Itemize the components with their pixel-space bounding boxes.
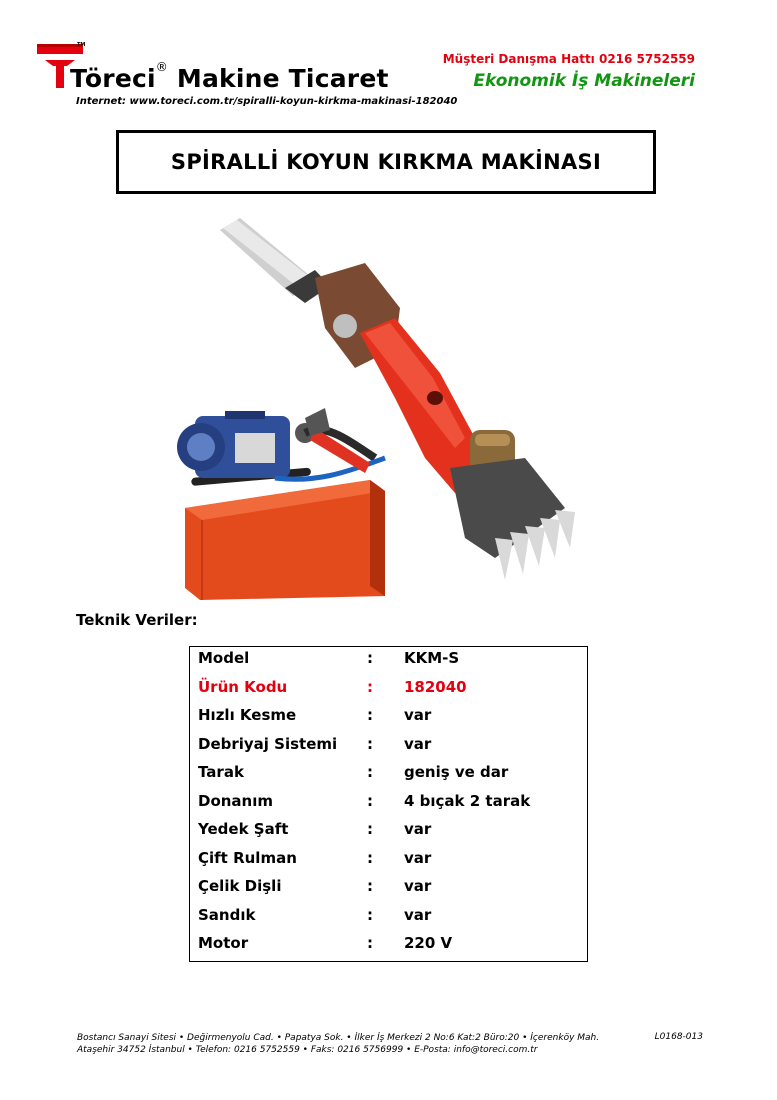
- customer-hotline: Müşteri Danışma Hattı 0216 5752559: [442, 52, 695, 66]
- spec-separator: :: [367, 649, 373, 667]
- spec-value: 4 bıçak 2 tarak: [404, 791, 531, 810]
- spec-separator: :: [367, 791, 373, 810]
- spec-key: Debriyaj Sistemi: [198, 734, 338, 753]
- spec-key: Hızlı Kesme: [198, 706, 297, 724]
- spec-row-comb: [190, 761, 587, 789]
- footer-line-1: Bostancı Sanayi Sitesi • Değirmenyolu Cad. • Papatya Sok. • İlker İş Merkezi 2 No:6 Kat:2 Büro:20 • İçerenköy Mah.: [77, 1033, 600, 1043]
- footer-line-2: Ataşehir 34752 İstanbul • Telefon: 0216 5752559 • Faks: 0216 5756999 • E-Posta: info@toreci.com.tr: [77, 1045, 538, 1055]
- website-url[interactable]: Internet: www.toreci.com.tr/spiralli-koyun-kirkma-makinasi-182040: [76, 96, 458, 107]
- spec-value: var: [404, 848, 432, 867]
- spec-key: Donanım: [198, 791, 274, 810]
- trademark-mark: TM: [77, 42, 86, 48]
- spec-separator: :: [367, 848, 373, 867]
- spec-key: Çelik Dişli: [198, 877, 282, 895]
- spec-key: Motor: [198, 934, 249, 952]
- spec-table: [189, 646, 588, 962]
- spec-separator: :: [367, 763, 373, 781]
- spec-key: Yedek Şaft: [198, 820, 289, 838]
- spec-key: Tarak: [198, 763, 244, 781]
- spec-row-equipment: [190, 790, 587, 818]
- spec-value: var: [404, 877, 432, 895]
- company-slogan: Ekonomik İş Makineleri: [473, 71, 695, 91]
- document-code: L0168-013: [654, 1032, 703, 1042]
- spec-separator: :: [367, 934, 373, 952]
- spec-value: var: [404, 706, 432, 724]
- product-image: [165, 208, 605, 600]
- title-box: [116, 130, 656, 194]
- spec-row-product-code: [190, 676, 587, 704]
- spec-key: Sandık: [198, 905, 256, 924]
- spec-value: var: [404, 820, 432, 838]
- spec-separator: :: [367, 820, 373, 838]
- spec-row-spare-shaft: [190, 818, 587, 846]
- spec-separator: :: [367, 706, 373, 724]
- spec-row-model: [190, 647, 587, 675]
- spec-value: KKM-S: [404, 649, 460, 667]
- page-title: SPİRALLİ KOYUN KIRKMA MAKİNASI: [170, 150, 602, 174]
- spec-value: 182040: [404, 677, 467, 696]
- spec-separator: :: [367, 734, 373, 753]
- spec-key: Çift Rulman: [198, 848, 297, 867]
- footer-address: [77, 1032, 599, 1056]
- spec-key: Model: [198, 649, 250, 667]
- spec-row-crate: [190, 904, 587, 932]
- spec-value: 220 V: [404, 934, 453, 952]
- motor-crate-illustration: [177, 408, 385, 600]
- spec-separator: :: [367, 677, 373, 696]
- company-name: Töreci® Makine Ticaret: [70, 60, 389, 93]
- section-label: Teknik Veriler:: [76, 611, 198, 629]
- spec-key: Ürün Kodu: [198, 677, 288, 696]
- spec-separator: :: [367, 905, 373, 924]
- spec-value: geniş ve dar: [404, 763, 509, 781]
- spec-row-fast-cutting: [190, 704, 587, 732]
- spec-separator: :: [367, 877, 373, 895]
- spec-row-steel-gear: [190, 875, 587, 903]
- spec-row-double-bearing: [190, 847, 587, 875]
- spec-value: var: [404, 734, 432, 753]
- spec-row-clutch-system: [190, 733, 587, 761]
- spec-value: var: [404, 905, 432, 924]
- spec-row-motor: [190, 932, 587, 960]
